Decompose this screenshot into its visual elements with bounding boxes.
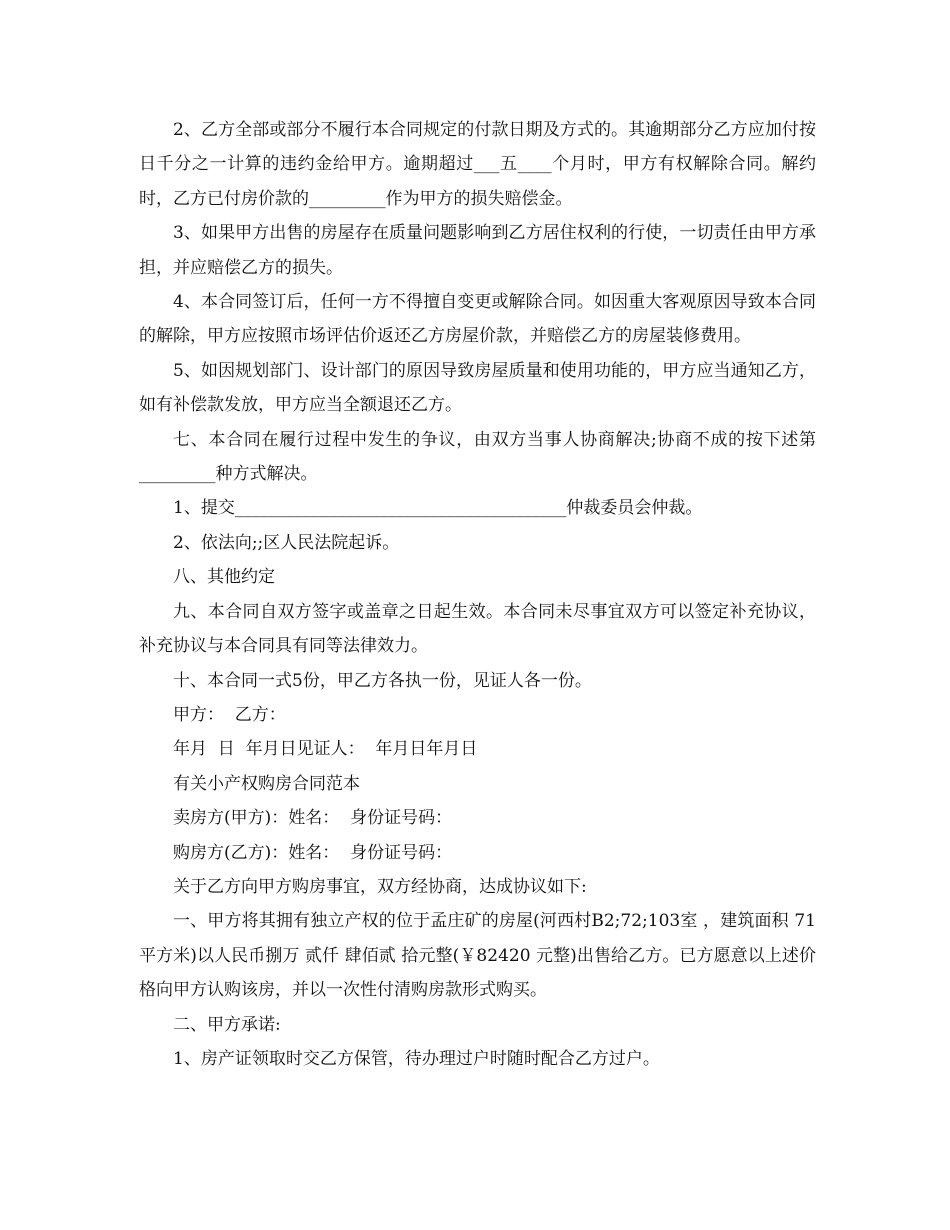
clause-5-planning: 5、如因规划部门、设计部门的原因导致房屋质量和使用功能的，甲方应当通知乙方，如有补偿款发放，甲方应当全额退还乙方。 (139, 360, 816, 416)
agreement-intro: 关于乙方向甲方购房事宜，双方经协商，达成协议如下: (173, 876, 587, 897)
clause-2-late-payment: 2、乙方全部或部分不履行本合同规定的付款日期及方式的。其逾期部分乙方应加付按日千分之一计算的违约金给甲方。逾期超过___五____个月时，甲方有权解除合同。解约时，乙方已付房价款的_________作为甲方的损失赔偿金。 (139, 120, 816, 209)
contract-title: 有关小产权购房合同范本 (173, 773, 360, 794)
section-7-disputes: 七、本合同在履行过程中发生的争议，由双方当事人协商解决;协商不成的按下述第_________种方式解决。 (139, 429, 816, 485)
section-9-effect: 九、本合同自双方签字或盖章之日起生效。本合同未尽事宜双方可以签定补充协议，补充协议与本合同具有同等法律效力。 (139, 601, 816, 657)
clause-3-quality: 3、如果甲方出售的房屋存在质量问题影响到乙方居住权利的行使，一切责任由甲方承担，并应赔偿乙方的损失。 (139, 223, 816, 278)
section-8-other: 八、其他约定 (173, 567, 275, 588)
section-2-promises: 二、甲方承诺: (173, 1014, 281, 1035)
document-body (139, 113, 816, 1076)
section-1-property: 一、甲方将其拥有独立产权的位于孟庄矿的房屋(河西村B2;72;103室 ，建筑面积 71平方米)以人民币捌万 贰仟 肆佰贰 拾元整(￥82420 元整)出售给乙方。已方愿意以上述价格向甲方认购该房，并以一次性付清购房款形式购买。 (139, 911, 816, 1001)
signature-parties: 甲方： 乙方： (173, 704, 286, 725)
clause-4-termination: 4、本合同签订后，任何一方不得擅自变更或解除合同。如因重大客观原因导致本合同的解除，甲方应按照市场评估价返还乙方房屋价款，并赔偿乙方的房屋装修费用。 (139, 292, 816, 347)
buyer-info: 购房方(乙方)：姓名： 身份证号码： (173, 842, 453, 863)
dispute-option-arbitration: 1、提交_______________________________________仲裁委员会仲裁。 (173, 498, 703, 519)
section-10-copies: 十、本合同一式5份，甲乙方各执一份，见证人各一份。 (173, 670, 592, 691)
dispute-option-court: 2、依法向;;区人民法院起诉。 (173, 532, 400, 553)
signature-dates: 年月 日 年月日见证人： 年月日年月日 (173, 739, 478, 760)
promise-1-certificate: 1、房产证领取时交乙方保管，待办理过户时随时配合乙方过户。 (173, 1048, 660, 1069)
seller-info: 卖房方(甲方)：姓名： 身份证号码： (173, 808, 453, 829)
